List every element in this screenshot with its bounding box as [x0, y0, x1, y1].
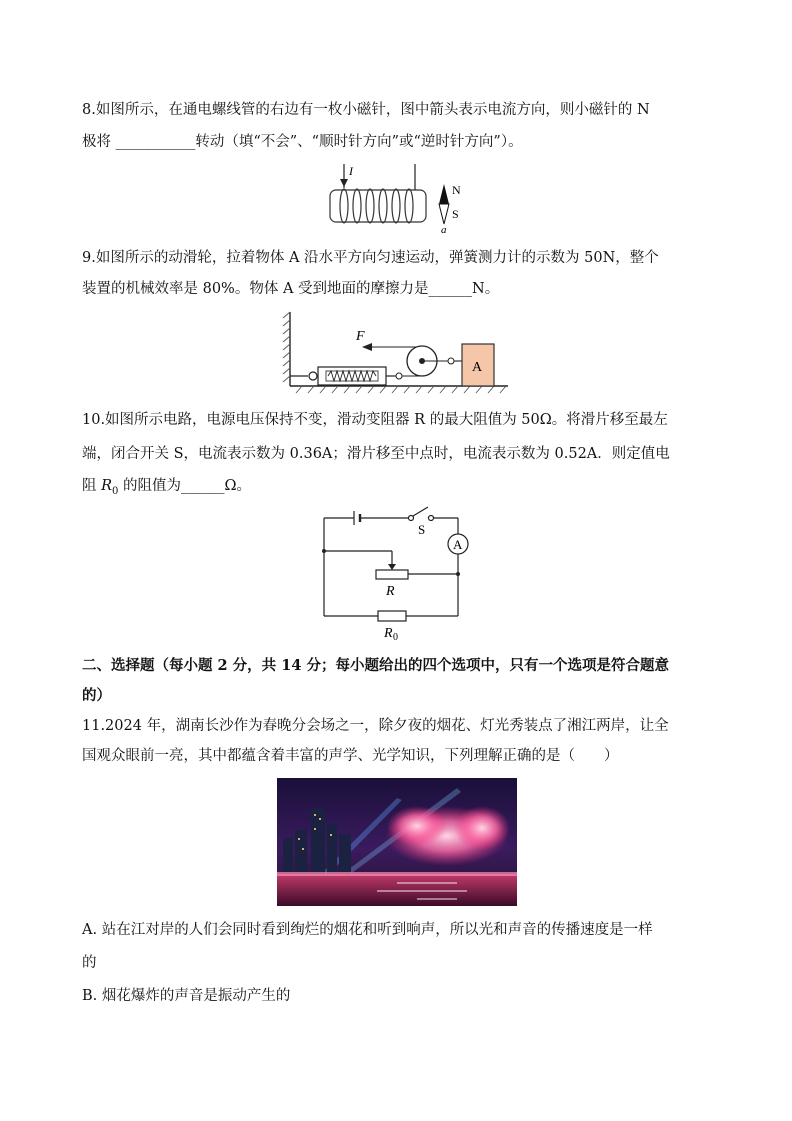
fixed-resistor-label: R: [384, 626, 393, 641]
q9-line-2: [82, 279, 499, 299]
block-label: A: [472, 360, 483, 375]
q8-blank: ___________: [115, 134, 196, 150]
switch-label: S: [418, 522, 426, 537]
q9-blank: ______: [428, 281, 473, 297]
q8-line-2: [82, 132, 523, 152]
r0-symbol: R: [101, 478, 113, 494]
q10-text-c: Ω。: [224, 478, 252, 494]
q11-option-a-1: A. 站在江对岸的人们会同时看到绚烂的烟花和听到响声，所以光和声音的传播速度是一样: [82, 922, 653, 938]
current-label: I: [349, 164, 353, 178]
r0-subscript: 0: [112, 485, 119, 497]
needle-north: [439, 184, 449, 204]
q10-blank: ______: [181, 478, 225, 494]
section2-heading-2: 的）: [82, 687, 111, 704]
q8-text-b: 转动（填“不会”、“顺时针方向”或“逆时针方向”）。: [195, 134, 523, 150]
q10-line-1: 10.如图所示电路，电源电压保持不变，滑动变阻器 R 的最大阻值为 50Ω。将滑片移至最左: [82, 412, 668, 428]
force-label: F: [356, 329, 365, 344]
q10-line-2: 端，闭合开关 S，电流表示数为 0.36A；滑片移至中点时，电流表示数为 0.52A．则定值电: [82, 446, 670, 462]
section2-heading-1: 二、选择题（每小题 2 分，共 14 分；每小题给出的四个选项中，只有一个选项是符合题意: [82, 657, 669, 674]
circuit-figure: [316, 504, 476, 644]
north-label: N: [452, 183, 461, 197]
q9-text-a: 装置的机械效率是 80%。物体 A 受到地面的摩擦力是: [82, 281, 429, 297]
q8-text-a: 极将: [82, 134, 116, 150]
q11-option-b: B. 烟花爆炸的声音是振动产生的: [82, 988, 291, 1004]
ammeter-label: A: [453, 537, 463, 552]
q11-line-2: 国观众眼前一亮，其中都蕴含着丰富的声学、光学知识，下列理解正确的是（ ）: [82, 748, 619, 764]
solenoid-figure: [318, 160, 478, 236]
q11-option-a-2: 的: [82, 955, 97, 971]
needle-label: a: [441, 224, 447, 236]
q9-line-1: 9.如图所示的动滑轮，拉着物体 A 沿水平方向匀速运动，弹簧测力计的示数为 50N，整个: [82, 250, 659, 266]
coil-windings: [340, 189, 413, 223]
south-label: S: [452, 207, 459, 221]
q8-line-1: 8.如图所示，在通电螺线管的右边有一枚小磁针，图中箭头表示电流方向，则小磁针的 N: [82, 102, 650, 118]
fixed-resistor-subscript: 0: [393, 632, 398, 643]
q11-line-1: 11.2024 年，湖南长沙作为春晚分会场之一，除夕夜的烟花、灯光秀装点了湘江两岸，让全: [82, 718, 669, 734]
q10-text-a: 阻: [82, 478, 102, 494]
q10-line-3: [82, 476, 251, 502]
rheostat-label: R: [386, 584, 395, 599]
q9-text-b: N。: [472, 281, 500, 297]
q10-text-b: 的阻值为: [118, 478, 182, 494]
pulley-figure: [282, 310, 514, 396]
fireworks-photo: [277, 778, 517, 906]
needle-south: [439, 204, 449, 224]
